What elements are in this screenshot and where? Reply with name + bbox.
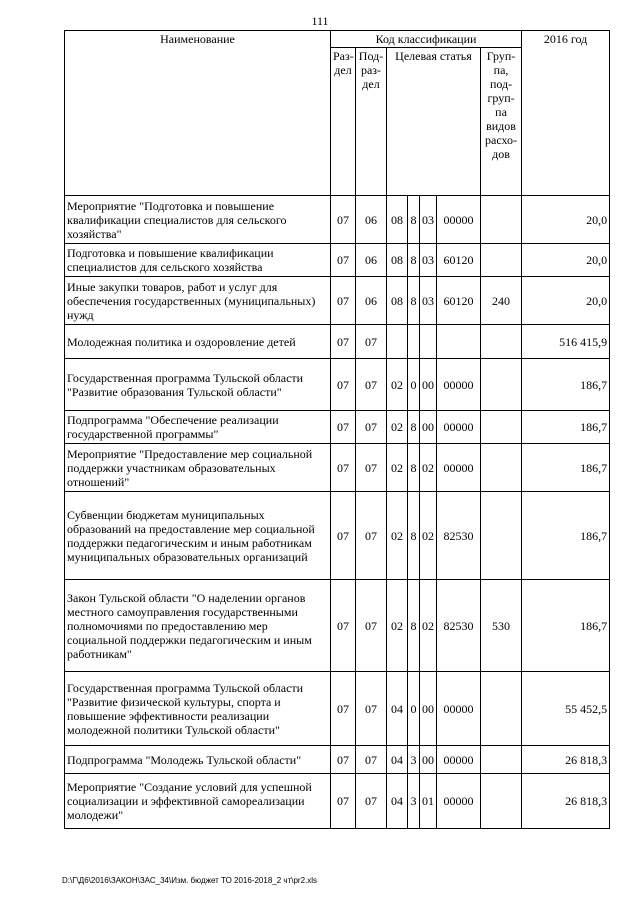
row-section: 07 [331,492,356,580]
row-name: Молодежная политика и оздоровление детей [65,325,331,359]
row-target-direction: 00000 [437,411,481,444]
row-expense-type [481,444,522,492]
row-target-program: 02 [387,492,408,580]
row-target-event: 00 [420,411,437,444]
row-target-subprogram: 0 [408,672,420,746]
row-subsection: 07 [356,411,387,444]
row-target-event: 02 [420,444,437,492]
row-expense-type [481,746,522,774]
row-target-direction: 00000 [437,359,481,411]
row-target-event: 03 [420,277,437,325]
row-name: Мероприятие "Создание условий для успешной социализации и эффективной самореализации молодежи" [65,774,331,829]
row-expense-type [481,325,522,359]
row-section: 07 [331,672,356,746]
row-amount: 26 818,3 [522,746,610,774]
row-target-event [420,325,437,359]
row-amount: 55 452,5 [522,672,610,746]
row-target-subprogram: 8 [408,411,420,444]
row-name: Подготовка и повышение квалификации специалистов для сельского хозяйства [65,244,331,277]
row-target-subprogram: 8 [408,492,420,580]
file-path-footer: D:\Г\Д6\2016\ЗАКОН\ЗАС_34\Изм. бюджет ТО 2016-2018_2 чт\pr2.xls [62,876,318,885]
row-section: 07 [331,411,356,444]
row-subsection: 07 [356,746,387,774]
row-target-direction: 82530 [437,580,481,672]
row-target-program: 04 [387,672,408,746]
row-target-subprogram: 8 [408,244,420,277]
row-subsection: 07 [356,672,387,746]
row-target-direction: 82530 [437,492,481,580]
row-name: Мероприятие "Подготовка и повышение квалификации специалистов для сельского хозяйства" [65,196,331,244]
page-number: 111 [311,14,329,28]
row-target-program: 04 [387,746,408,774]
header-target-article: Целевая статья [387,48,481,196]
row-target-subprogram: 3 [408,774,420,829]
row-target-program: 08 [387,277,408,325]
row-name: Иные закупки товаров, работ и услуг для обеспечения государственных (муниципальных) нужд [65,277,331,325]
table-row [65,580,610,672]
row-expense-type [481,359,522,411]
table-row [65,774,610,829]
row-name: Подпрограмма "Обеспечение реализации государственной программы" [65,411,331,444]
row-target-subprogram: 8 [408,196,420,244]
row-subsection: 06 [356,277,387,325]
row-expense-type [481,492,522,580]
table-row [65,196,610,244]
row-expense-type [481,196,522,244]
row-subsection: 07 [356,492,387,580]
row-subsection: 07 [356,325,387,359]
row-target-direction: 00000 [437,444,481,492]
row-target-subprogram: 3 [408,746,420,774]
table-row [65,492,610,580]
row-target-event: 03 [420,244,437,277]
header-section: Раз- дел [331,48,356,196]
row-amount: 186,7 [522,411,610,444]
row-target-direction: 00000 [437,774,481,829]
row-amount: 26 818,3 [522,774,610,829]
table-row [65,411,610,444]
row-target-event: 02 [420,580,437,672]
row-amount: 186,7 [522,580,610,672]
row-subsection: 07 [356,359,387,411]
row-section: 07 [331,774,356,829]
row-amount: 20,0 [522,196,610,244]
row-section: 07 [331,325,356,359]
row-name: Подпрограмма "Молодежь Тульской области" [65,746,331,774]
row-target-subprogram: 8 [408,444,420,492]
row-section: 07 [331,746,356,774]
row-section: 07 [331,244,356,277]
row-target-event: 00 [420,359,437,411]
header-expense-type: Груп- па, под- груп- па видов расхо- дов [481,48,522,196]
row-subsection: 07 [356,774,387,829]
row-target-direction: 60120 [437,277,481,325]
row-target-subprogram: 8 [408,277,420,325]
row-target-direction: 60120 [437,244,481,277]
row-target-direction [437,325,481,359]
row-expense-type [481,774,522,829]
row-name: Закон Тульской области "О наделении органов местного самоуправления государственными полномочиями по предоставлению мер социальной поддержки педагогическим и иным работникам" [65,580,331,672]
row-section: 07 [331,277,356,325]
row-target-program: 08 [387,196,408,244]
table-row [65,746,610,774]
row-section: 07 [331,359,356,411]
row-subsection: 07 [356,444,387,492]
row-expense-type: 240 [481,277,522,325]
header-name: Наименование [65,31,331,196]
table-row [65,672,610,746]
budget-table [64,30,610,829]
row-target-program: 02 [387,580,408,672]
header-subsection: Под- раз- дел [356,48,387,196]
table-row [65,359,610,411]
row-target-program: 08 [387,244,408,277]
row-target-direction: 00000 [437,746,481,774]
row-subsection: 06 [356,196,387,244]
row-section: 07 [331,196,356,244]
row-amount: 20,0 [522,244,610,277]
row-target-program: 04 [387,774,408,829]
row-target-event: 01 [420,774,437,829]
row-name: Государственная программа Тульской области "Развитие физической культуры, спорта и повышение эффективности реализации молодежной политики Тульской области" [65,672,331,746]
row-amount: 186,7 [522,492,610,580]
row-section: 07 [331,444,356,492]
row-target-direction: 00000 [437,672,481,746]
row-target-event: 03 [420,196,437,244]
row-target-event: 00 [420,672,437,746]
row-target-direction: 00000 [437,196,481,244]
row-subsection: 07 [356,580,387,672]
row-amount: 20,0 [522,277,610,325]
header-year: 2016 год [522,31,610,196]
row-amount: 516 415,9 [522,325,610,359]
row-name: Субвенции бюджетам муниципальных образований на предоставление мер социальной поддержки педагогическим и иным работникам муниципальных образовательных организаций [65,492,331,580]
row-target-event: 00 [420,746,437,774]
row-target-event: 02 [420,492,437,580]
row-target-subprogram [408,325,420,359]
row-amount: 186,7 [522,359,610,411]
row-target-program: 02 [387,444,408,492]
row-expense-type [481,672,522,746]
row-name: Государственная программа Тульской области "Развитие образования Тульской области" [65,359,331,411]
row-target-subprogram: 8 [408,580,420,672]
table-row [65,277,610,325]
header-classification-code: Код классификации [331,31,522,48]
row-name: Мероприятие "Предоставление мер социальной поддержки участникам образовательных отношений" [65,444,331,492]
row-target-program [387,325,408,359]
row-target-subprogram: 0 [408,359,420,411]
table-row [65,325,610,359]
table-row [65,244,610,277]
table-row [65,444,610,492]
row-expense-type [481,411,522,444]
row-section: 07 [331,580,356,672]
row-expense-type: 530 [481,580,522,672]
row-amount: 186,7 [522,444,610,492]
row-target-program: 02 [387,359,408,411]
row-expense-type [481,244,522,277]
row-target-program: 02 [387,411,408,444]
row-subsection: 06 [356,244,387,277]
